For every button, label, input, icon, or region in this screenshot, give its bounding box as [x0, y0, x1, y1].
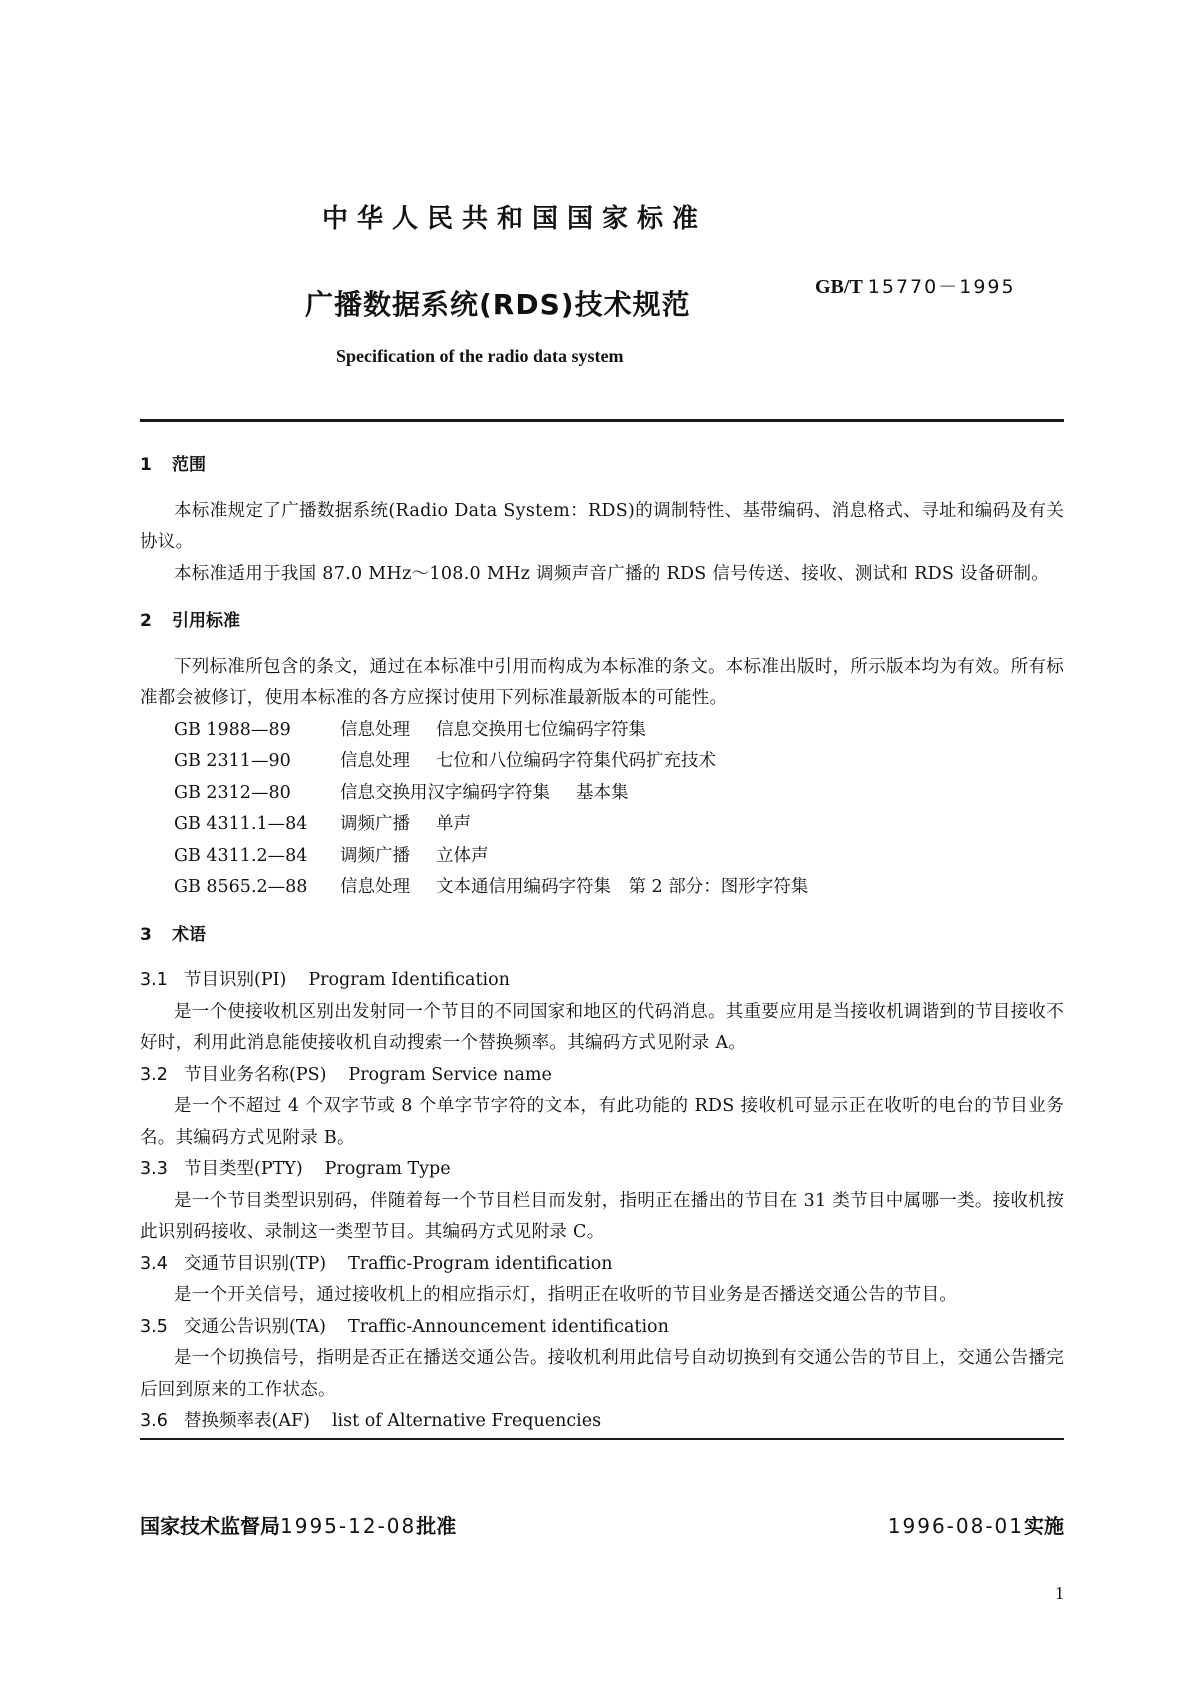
- reference-item: [140, 872, 1064, 904]
- term-name-en: Program Type: [324, 1159, 451, 1179]
- reference-title-2: 文本通信用编码字符集 第 2 部分：图形字符集: [436, 877, 809, 897]
- reference-code: GB 8565.2—88: [174, 877, 308, 897]
- standard-number-value: 15770－1995: [867, 276, 1016, 298]
- term-number: 3.5: [140, 1316, 168, 1337]
- effective-suffix: 实施: [1024, 1514, 1064, 1538]
- term-number: 3.6: [140, 1411, 168, 1431]
- section-scope: [140, 450, 1064, 590]
- document-title-en: Specification of the radio data system: [336, 346, 624, 366]
- term-name-cn: 替换频率表(AF): [184, 1411, 310, 1431]
- reference-title-1: 信息处理: [340, 719, 410, 740]
- term-name-cn: 节目业务名称(PS): [184, 1064, 327, 1085]
- reference-item: [140, 778, 1064, 810]
- reference-code: GB 4311.2—84: [174, 845, 308, 866]
- term-description: 是一个节目类型识别码，伴随着每一个节目栏目而发射，指明正在播出的节目在 31 类节目中属哪一类。接收机按此识别码接收、录制这一类型节目。其编码方式见附录 C。: [140, 1190, 1064, 1242]
- approval-info: [140, 1510, 456, 1539]
- term-name-cn: 交通公告识别(TA): [184, 1316, 327, 1337]
- document-body: [140, 450, 1064, 1440]
- spacer: [140, 904, 1064, 920]
- effective-date: 1996-08-01: [887, 1514, 1024, 1538]
- section-title: 引用标准: [172, 611, 240, 631]
- reference-code: GB 2312—80: [174, 782, 291, 803]
- spacer: [140, 590, 1064, 606]
- term-heading: [140, 1406, 1064, 1440]
- page-number: 1: [1055, 1583, 1064, 1603]
- reference-code: GB 2311—90: [174, 751, 291, 771]
- term-name-en: Traffic-Announcement identification: [348, 1316, 669, 1337]
- effective-info: [888, 1510, 1064, 1539]
- term-name-en: list of Alternative Frequencies: [331, 1411, 602, 1431]
- term-name-en: Program Identification: [308, 970, 510, 990]
- section-title: 范围: [172, 455, 206, 475]
- term-number: 3.1: [140, 970, 168, 990]
- paragraph: 本标准规定了广播数据系统(Radio Data System：RDS)的调制特性、基带编码、消息格式、寻址和编码及有关协议。: [140, 500, 1064, 552]
- reference-title-1: 信息处理: [340, 877, 410, 897]
- reference-code: GB 1988—89: [174, 719, 291, 740]
- reference-item: [140, 841, 1064, 873]
- paragraph: 本标准适用于我国 87.0 MHz～108.0 MHz 调频声音广播的 RDS 信号传送、接收、测试和 RDS 设备研制。: [174, 563, 1050, 584]
- reference-title-2: 信息交换用七位编码字符集: [436, 719, 646, 740]
- term-number: 3.3: [140, 1159, 168, 1179]
- section-heading: [140, 920, 1064, 952]
- reference-title-1: 信息交换用汉字编码字符集: [340, 782, 550, 803]
- standard-code: GB/T: [815, 276, 863, 298]
- reference-item: [140, 746, 1064, 778]
- reference-code: GB 4311.1—84: [174, 814, 308, 834]
- section-title: 术语: [172, 924, 206, 945]
- reference-item: [140, 715, 1064, 747]
- reference-title-2: 基本集: [576, 782, 629, 803]
- reference-list: [140, 715, 1064, 904]
- approval-date: 1995-12-08: [280, 1514, 417, 1538]
- term-description: 是一个开关信号，通过接收机上的相应指示灯，指明正在收听的节目业务是否播送交通公告的节目。: [174, 1285, 958, 1305]
- national-standard-heading: 中华人民共和国国家标准: [322, 204, 708, 234]
- document-title-cn: 广播数据系统(RDS)技术规范: [305, 288, 691, 321]
- term-number: 3.4: [140, 1253, 168, 1274]
- term-name-cn: 交通节目识别(TP): [184, 1253, 327, 1274]
- section-terms: [140, 920, 1064, 1440]
- term-heading: [140, 1249, 1064, 1281]
- reference-title-2: 立体声: [436, 845, 489, 866]
- section-heading: [140, 606, 1064, 638]
- reference-item: [140, 809, 1064, 841]
- term-heading: [140, 1060, 1064, 1092]
- section-normative-references: [140, 606, 1064, 904]
- reference-title-2: 单声: [436, 814, 471, 834]
- reference-title-2: 七位和八位编码字符集代码扩充技术: [436, 751, 716, 771]
- reference-title-1: 调频广播: [340, 845, 410, 866]
- paragraph: 下列标准所包含的条文，通过在本标准中引用而构成为本标准的条文。本标准出版时，所示版本均为有效。所有标准都会被修订，使用本标准的各方应探讨使用下列标准最新版本的可能性。: [140, 656, 1064, 708]
- term-name-cn: 节目识别(PI): [184, 970, 287, 990]
- approval-footer: [140, 1510, 1064, 1539]
- section-number: 1: [140, 455, 152, 475]
- term-heading: [140, 1154, 1064, 1186]
- section-number: 3: [140, 924, 152, 945]
- term-heading: [140, 1312, 1064, 1344]
- term-description: 是一个不超过 4 个双字节或 8 个单字节字符的文本，有此功能的 RDS 接收机可显示正在收听的电台的节目业务名。其编码方式见附录 B。: [140, 1096, 1064, 1148]
- term-number: 3.2: [140, 1064, 168, 1085]
- reference-title-1: 信息处理: [340, 751, 410, 771]
- section-heading: [140, 450, 1064, 482]
- term-description: 是一个切换信号，指明是否正在播送交通公告。接收机利用此信号自动切换到有交通公告的节目上，交通公告播完后回到原来的工作状态。: [140, 1348, 1064, 1400]
- term-heading: [140, 965, 1064, 997]
- section-number: 2: [140, 611, 152, 631]
- approval-suffix: 批准: [416, 1514, 457, 1538]
- approval-org: 国家技术监督局: [140, 1514, 280, 1538]
- term-name-en: Traffic-Program identification: [348, 1253, 613, 1274]
- standard-number: [815, 272, 1016, 299]
- header-divider: [140, 419, 1064, 422]
- term-name-en: Program Service name: [348, 1064, 552, 1085]
- reference-title-1: 调频广播: [340, 814, 410, 834]
- term-name-cn: 节目类型(PTY): [184, 1159, 303, 1179]
- term-description: 是一个使接收机区别出发射同一个节目的不同国家和地区的代码消息。其重要应用是当接收机调谐到的节目接收不好时，利用此消息能使接收机自动搜索一个替换频率。其编码方式见附录 A。: [140, 1001, 1064, 1053]
